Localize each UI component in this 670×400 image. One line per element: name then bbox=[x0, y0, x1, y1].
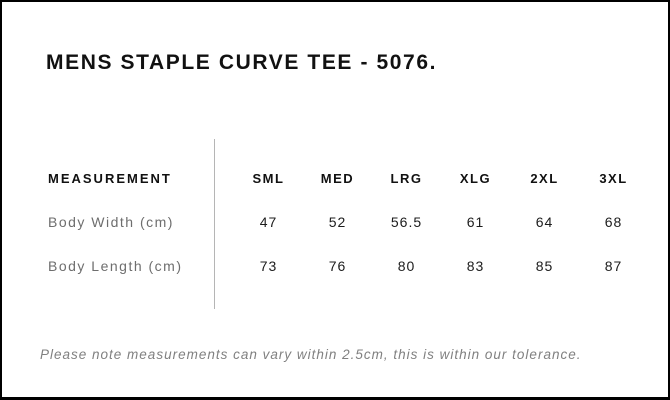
page-title: MENS STAPLE CURVE TEE - 5076. bbox=[46, 51, 438, 74]
value-cell: 61 bbox=[466, 214, 485, 230]
size-header-sml: SML bbox=[252, 170, 285, 186]
tolerance-note: Please note measurements can vary within 2.5cm, this is within our tolerance. bbox=[40, 347, 582, 362]
value-cell: 85 bbox=[535, 258, 554, 274]
value-cell: 47 bbox=[259, 214, 278, 230]
row-label-body-width: Body Width (cm) bbox=[48, 214, 174, 230]
size-header-3xl: 3XL bbox=[599, 170, 628, 186]
size-header-lrg: LRG bbox=[390, 170, 423, 186]
value-cell: 73 bbox=[259, 258, 278, 274]
value-cell: 80 bbox=[397, 258, 416, 274]
row-label-body-length: Body Length (cm) bbox=[48, 258, 183, 274]
value-cell: 83 bbox=[466, 258, 485, 274]
value-cell: 87 bbox=[604, 258, 623, 274]
size-header-xlg: XLG bbox=[459, 170, 492, 186]
value-cell: 56.5 bbox=[390, 214, 423, 230]
table-divider bbox=[214, 139, 215, 309]
value-cell: 64 bbox=[535, 214, 554, 230]
size-table bbox=[48, 139, 648, 288]
size-header-med: MED bbox=[320, 170, 355, 186]
value-cell: 68 bbox=[604, 214, 623, 230]
value-cell: 76 bbox=[328, 258, 347, 274]
value-cell: 52 bbox=[328, 214, 347, 230]
size-header-2xl: 2XL bbox=[530, 170, 559, 186]
measurement-column-header: MEASUREMENT bbox=[48, 170, 172, 186]
